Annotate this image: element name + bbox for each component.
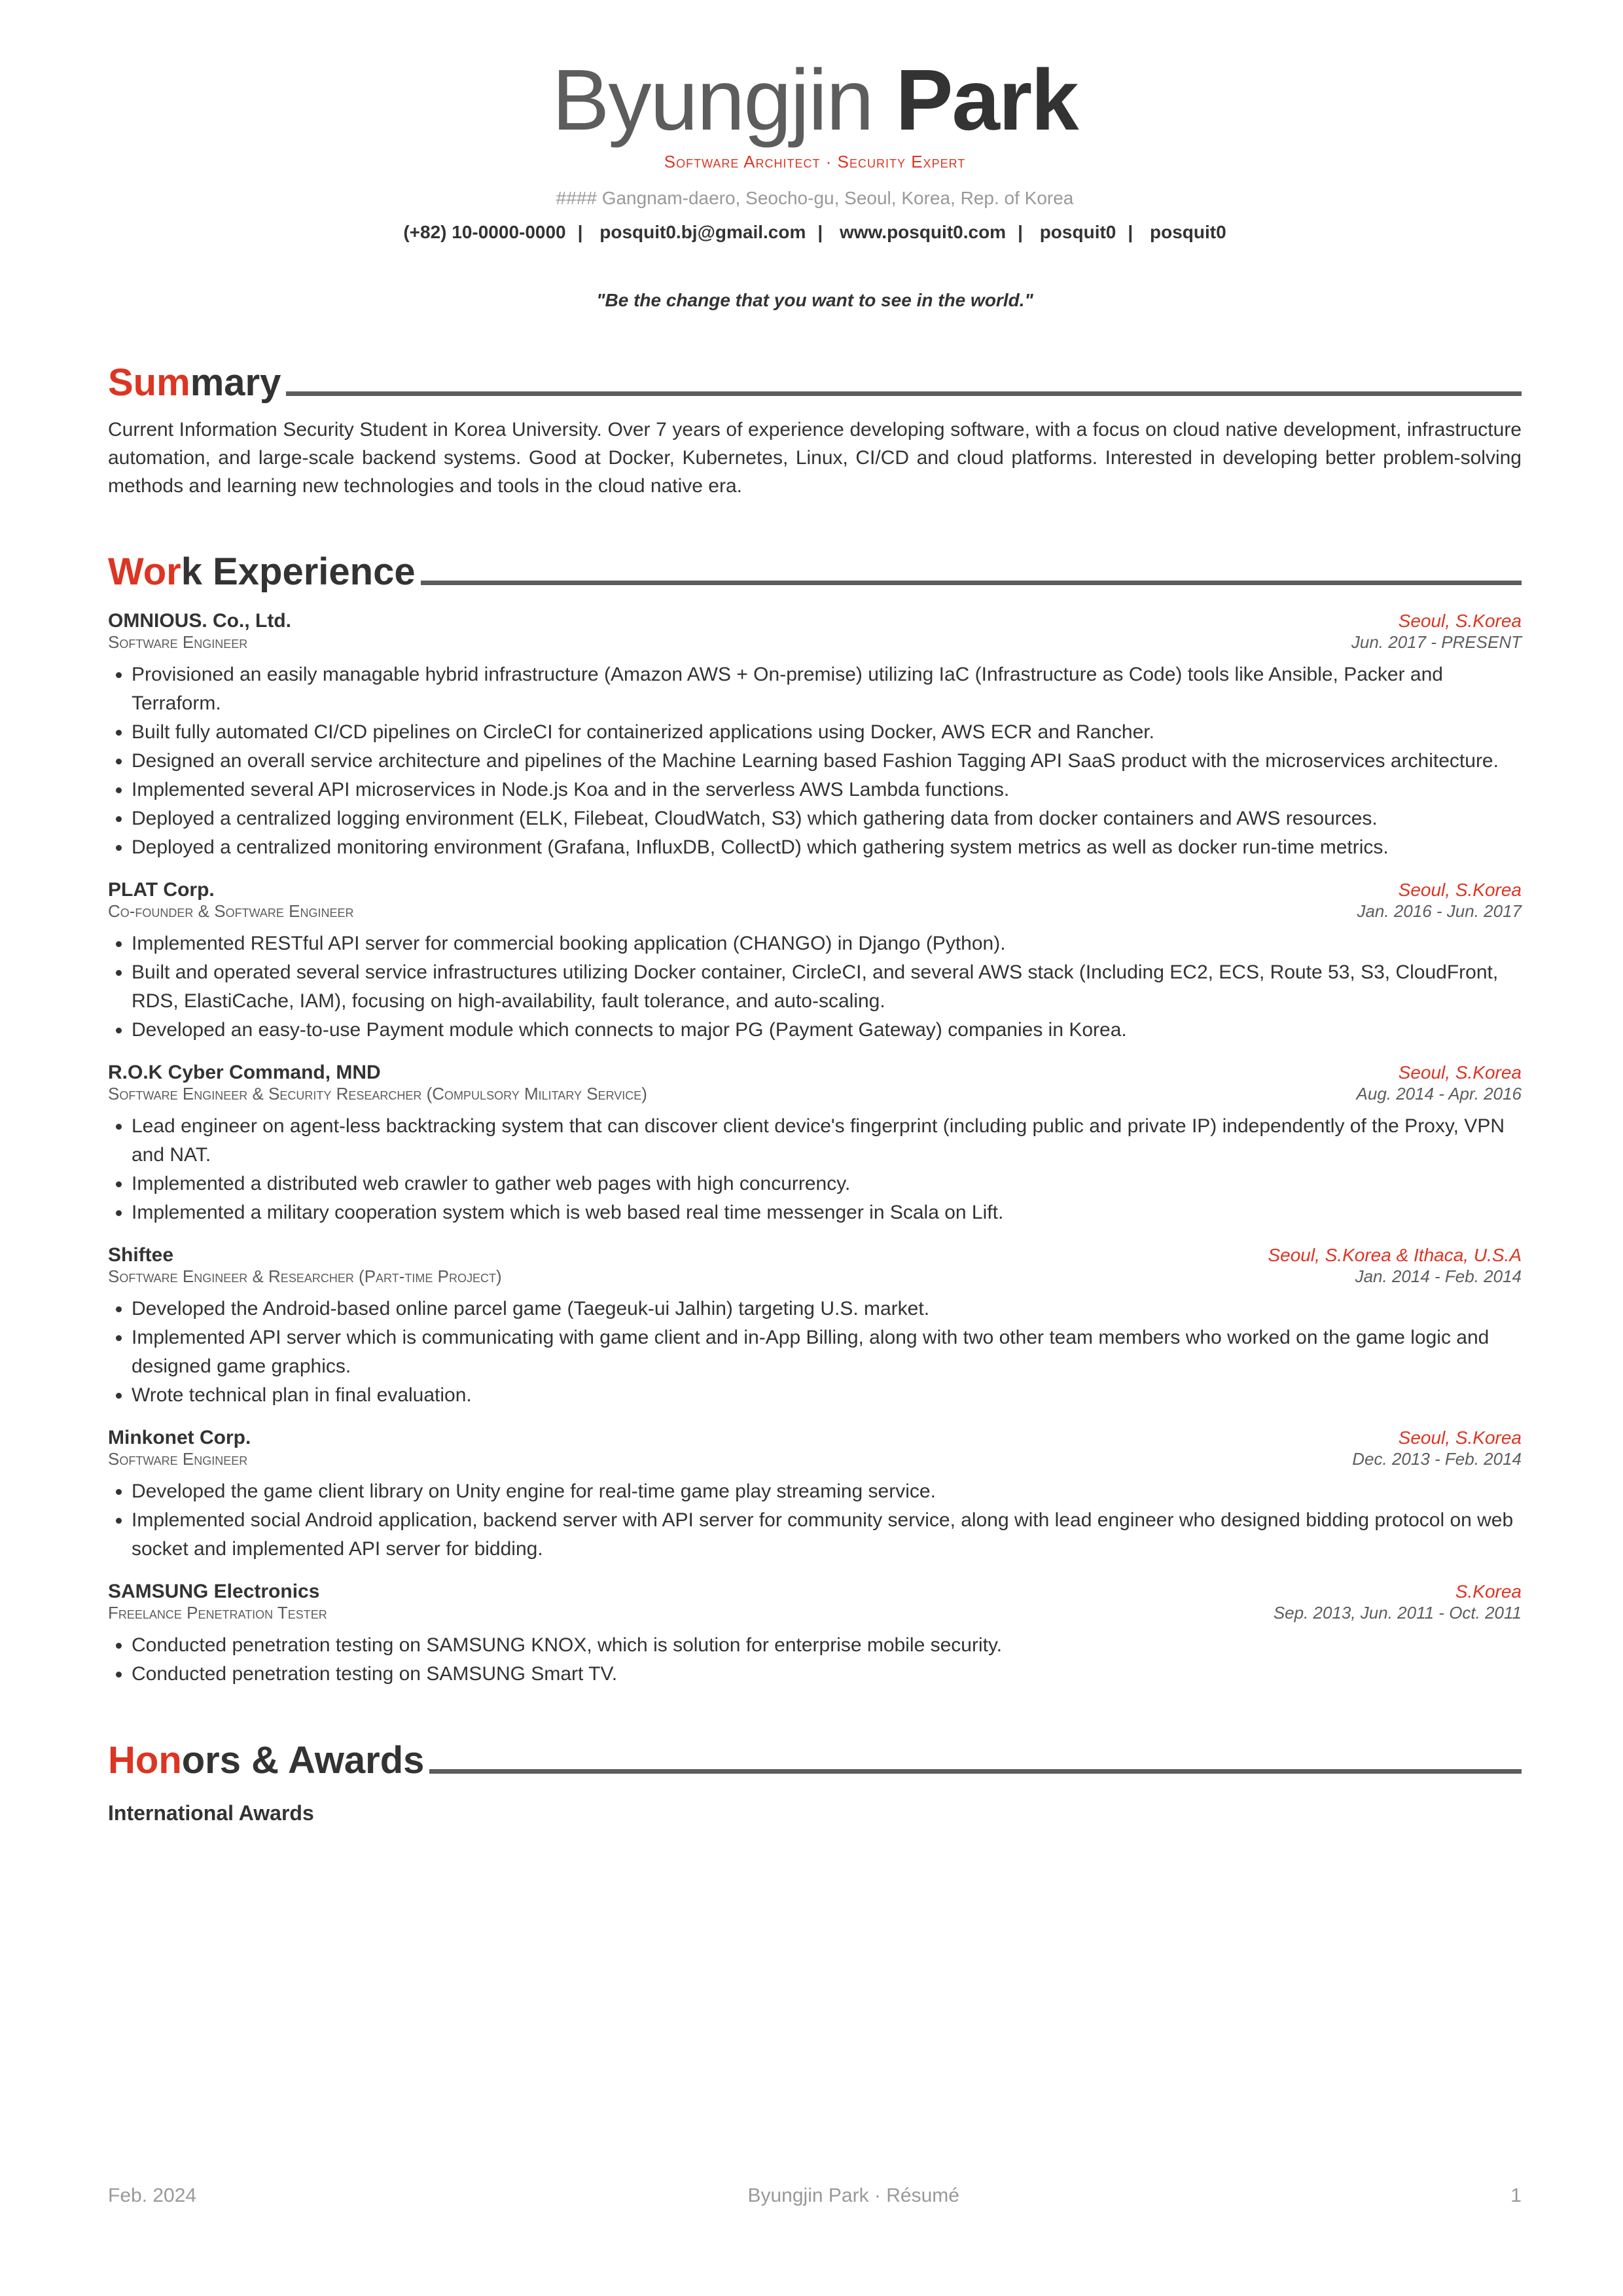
experience-entry [108, 1062, 1522, 1227]
summary-section [108, 362, 1522, 500]
honor-subheading: International Awards [108, 1801, 314, 1825]
section-title-honors [108, 1740, 1522, 1782]
location: Seoul, S.Korea [1398, 1062, 1522, 1083]
summary-text: Current Information Security Student in Korea University. Over 7 years of experience developing software, with a focus on cloud native development, infrastructure automation, and large-scale backend systems. Good at Docker, Kubernetes, Linux, CI/CD and cloud platforms. Interested in developing better problem-solving methods and learning new technologies and tools in the cloud native era. [108, 419, 1522, 497]
organization: PLAT Corp. [108, 879, 215, 901]
bullet-item: • Implemented several API microservices in Node.js Koa and in the serverless AWS Lambda functions. [132, 776, 1522, 804]
contact-line [108, 222, 1522, 243]
section-rule [421, 581, 1522, 585]
bullet-list [108, 1631, 1522, 1689]
experience-entry [108, 610, 1522, 862]
experience-entry [108, 1427, 1522, 1564]
bullet-list [108, 1295, 1522, 1410]
section-title-experience [108, 551, 1522, 593]
experience-entries [108, 610, 1522, 1689]
date-range: Jun. 2017 - PRESENT [1351, 632, 1522, 652]
bullet-list [108, 660, 1522, 862]
position-title: Software Architect · Security Expert [664, 152, 966, 171]
section-rule [429, 1769, 1522, 1774]
bullet-item: • Implemented RESTful API server for commercial booking application (CHANGO) in Django (Python). [132, 929, 1522, 958]
job-title: Co-founder & Software Engineer [108, 901, 354, 921]
organization: SAMSUNG Electronics [108, 1581, 320, 1602]
bullet-item: • Developed the game client library on Unity engine for real-time game play streaming service. [132, 1477, 1522, 1506]
footer-title: Byungjin Park · Résumé [747, 2185, 959, 2206]
location: Seoul, S.Korea & Ithaca, U.S.A [1268, 1245, 1522, 1265]
location: Seoul, S.Korea [1398, 1427, 1522, 1448]
title-rest: k Experience [181, 550, 416, 593]
first-name: Byungjin [552, 52, 873, 148]
date-range: Jan. 2016 - Jun. 2017 [1357, 901, 1522, 921]
title-accent: Wor [108, 550, 181, 593]
job-title: Software Engineer [108, 1449, 248, 1469]
resume-page [108, 0, 1522, 1825]
bullet-item: • Developed an easy-to-use Payment module which connects to major PG (Payment Gateway) companies in Korea. [132, 1016, 1522, 1045]
bullet-item: • Deployed a centralized logging environment (ELK, Filebeat, CloudWatch, S3) which gathering data from docker containers and AWS resources. [132, 804, 1522, 833]
date-range: Dec. 2013 - Feb. 2014 [1352, 1449, 1522, 1469]
section-rule [286, 391, 1522, 396]
title-rest: mary [190, 361, 281, 404]
date-range: Sep. 2013, Jun. 2011 - Oct. 2011 [1273, 1603, 1522, 1623]
linkedin-link[interactable]: posquit0 [1150, 222, 1226, 242]
title-rest: ors & Awards [181, 1739, 425, 1782]
homepage-link[interactable]: www.posquit0.com [839, 222, 1007, 242]
organization: OMNIOUS. Co., Ltd. [108, 610, 291, 632]
separator: | [577, 222, 583, 242]
organization: Minkonet Corp. [108, 1427, 251, 1448]
bullet-item: • Provisioned an easily managable hybrid infrastructure (Amazon AWS + On-premise) utilizing IaC (Infrastructure as Code) tools like Ansible, Packer and Terraform. [132, 660, 1522, 718]
address: #### Gangnam-daero, Seocho-gu, Seoul, Korea, Rep. of Korea [556, 188, 1074, 208]
bullet-item: • Conducted penetration testing on SAMSUNG KNOX, which is solution for enterprise mobile security. [132, 1631, 1522, 1660]
bullet-item: • Built and operated several service infrastructures utilizing Docker container, CircleCI, and several AWS stack (Including EC2, ECS, Route 53, S3, CloudFront, RDS, ElastiCache, IAM), focusing on high-availability, fault tolerance, and auto-scaling. [132, 958, 1522, 1016]
bullet-item: • Wrote technical plan in final evaluation. [132, 1381, 1522, 1410]
page-number: 1 [1510, 2185, 1522, 2206]
job-title: Software Engineer [108, 632, 248, 652]
organization: R.O.K Cyber Command, MND [108, 1062, 381, 1083]
location: S.Korea [1455, 1581, 1522, 1602]
bullet-item: • Designed an overall service architecture and pipelines of the Machine Learning based Fashion Tagging API SaaS product with the microservices architecture. [132, 747, 1522, 776]
separator: | [1128, 222, 1133, 242]
bullet-list [108, 1477, 1522, 1564]
footer-date: Feb. 2024 [108, 2185, 197, 2206]
title-accent: Sum [108, 361, 190, 404]
bullet-item: • Implemented API server which is communicating with game client and in-App Billing, along with two other team members who worked on the game logic and designed game graphics. [132, 1323, 1522, 1381]
bullet-item: • Implemented social Android application, backend server with API server for community service, along with lead engineer who designed bidding protocol on web socket and implemented API server for bidding. [132, 1506, 1522, 1564]
last-name: Park [895, 52, 1078, 148]
location: Seoul, S.Korea [1398, 880, 1522, 900]
bullet-item: • Conducted penetration testing on SAMSUNG Smart TV. [132, 1660, 1522, 1689]
separator: | [817, 222, 823, 242]
job-title: Freelance Penetration Tester [108, 1603, 327, 1623]
section-title-summary [108, 362, 1522, 404]
phone-link[interactable]: (+82) 10-0000-0000 [403, 222, 566, 242]
date-range: Jan. 2014 - Feb. 2014 [1355, 1266, 1522, 1286]
bullet-item: • Lead engineer on agent-less backtracking system that can discover client device's fingerprint (including public and private IP) independently of the Proxy, VPN and NAT. [132, 1112, 1522, 1170]
bullet-list [108, 929, 1522, 1045]
full-name [108, 51, 1522, 149]
bullet-list [108, 1112, 1522, 1227]
job-title: Software Engineer & Security Researcher (Compulsory Military Service) [108, 1084, 647, 1103]
quote: "Be the change that you want to see in the world." [596, 290, 1033, 310]
organization: Shiftee [108, 1244, 174, 1266]
github-link[interactable]: posquit0 [1039, 222, 1116, 242]
honors-section [108, 1740, 1522, 1825]
experience-section [108, 551, 1522, 1689]
bullet-item: • Implemented a military cooperation system which is web based real time messenger in Scala on Lift. [132, 1198, 1522, 1227]
experience-entry [108, 1581, 1522, 1689]
email-link[interactable]: posquit0.bj@gmail.com [599, 222, 806, 242]
bullet-item: • Deployed a centralized monitoring environment (Grafana, InfluxDB, CollectD) which gathering system metrics as well as docker run-time metrics. [132, 833, 1522, 862]
date-range: Aug. 2014 - Apr. 2016 [1356, 1084, 1522, 1103]
title-accent: Hon [108, 1739, 182, 1782]
job-title: Software Engineer & Researcher (Part-time Project) [108, 1266, 502, 1286]
page-footer [108, 2185, 1522, 2207]
experience-entry [108, 1244, 1522, 1410]
bullet-item: • Built fully automated CI/CD pipelines on CircleCI for containerized applications using Docker, AWS ECR and Rancher. [132, 718, 1522, 747]
separator: | [1018, 222, 1023, 242]
resume-header [108, 0, 1522, 311]
bullet-item: • Implemented a distributed web crawler to gather web pages with high concurrency. [132, 1170, 1522, 1198]
bullet-item: • Developed the Android-based online parcel game (Taegeuk-ui Jalhin) targeting U.S. market. [132, 1295, 1522, 1323]
experience-entry [108, 879, 1522, 1045]
location: Seoul, S.Korea [1398, 611, 1522, 631]
